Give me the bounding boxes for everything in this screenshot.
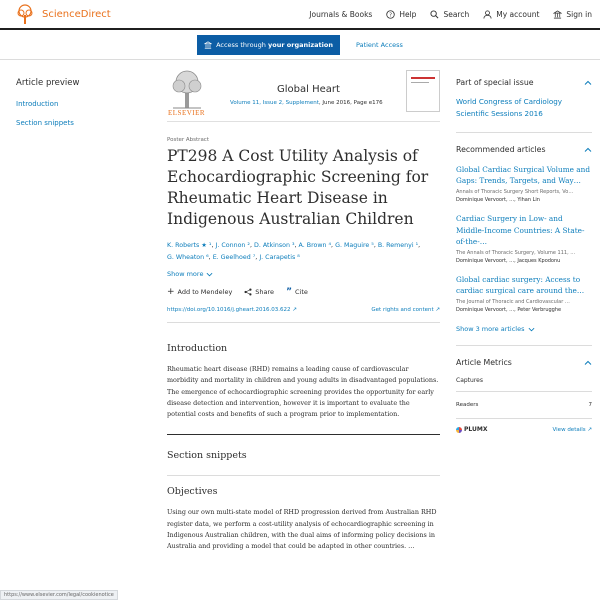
chevron-up-icon <box>584 146 592 154</box>
chevron-down-icon <box>528 326 535 333</box>
cite-button[interactable] <box>286 288 308 296</box>
search-label: Search <box>443 9 470 19</box>
elsevier-tree-icon <box>14 3 36 25</box>
readers-row <box>456 402 592 419</box>
share-button[interactable] <box>244 288 274 296</box>
institution-icon <box>553 10 562 19</box>
recommended-article-title[interactable]: Cardiac Surgery in Low- and Middle-Income Countries: A State-of-the-… <box>456 214 585 246</box>
issue-date: , June 2016, Page e176 <box>318 100 383 106</box>
journal-issue-info <box>230 100 383 106</box>
sign-in-label: Sign in <box>566 9 592 19</box>
introduction-text: Rheumatic heart disease (RHD) remains a leading cause of cardiovascular morbidity and mortality in children and young adults in disadvantaged populations. The emergence of echocardiographic screening provides the opportunity for early disease detection and intervention, however it is important to evaluate the potential costs and benefits of such a program prior to implementation. <box>167 365 439 419</box>
svg-text:?: ? <box>389 11 393 18</box>
right-sidebar <box>456 78 592 433</box>
patient-access-link[interactable]: Patient Access <box>355 40 403 49</box>
author-link[interactable]: D. Atkinson ³ <box>253 242 295 249</box>
recommended-article <box>456 274 592 313</box>
article-preview-heading: Article preview <box>16 78 80 88</box>
share-icon <box>244 288 252 296</box>
user-icon <box>483 10 492 19</box>
objectives-text: Using our own multi-state model of RHD progression derived from Australian RHD register data, we perform a cost-utility analysis of echocardiographic screening in Indigenous Australian children, with the dual aims of informing policy decisions in Australia and providing a model that could be adapted in other countries. … <box>167 508 437 551</box>
access-bold: your organization <box>268 40 333 49</box>
recommended-article-authors: Dominique Vervoort, …, Yihan Lin <box>456 197 540 204</box>
sign-in-link[interactable] <box>553 10 592 19</box>
readers-label: Readers <box>456 402 479 409</box>
mendeley-label: Add to Mendeley <box>177 288 233 296</box>
author-link[interactable]: A. Brown ⁴ <box>298 242 332 249</box>
plumx-logo <box>456 426 487 433</box>
recommended-article-source: The Annals of Thoracic Surgery, Volume 111, … <box>456 250 576 257</box>
top-header <box>0 0 600 30</box>
recommended-section <box>456 145 592 346</box>
article-actions <box>167 288 440 296</box>
sciencedirect-logo[interactable] <box>14 3 111 25</box>
issue-link[interactable]: Volume 11, Issue 2, Supplement <box>230 100 319 106</box>
article-preview-nav <box>16 78 136 138</box>
objectives-heading: Objectives <box>167 486 218 498</box>
recommended-article-authors: Dominique Vervoort, …, Jacques Kpodonu <box>456 258 561 265</box>
introduction-heading: Introduction <box>167 343 228 354</box>
elsevier-logo-text: ELSEVIER <box>168 109 206 117</box>
recommended-article <box>456 213 592 264</box>
doi-text: https://doi.org/10.1016/j.gheart.2016.03.622 <box>167 307 291 313</box>
doi-row <box>167 307 440 323</box>
author-link[interactable]: K. Roberts ★ ¹ <box>167 242 212 249</box>
journal-header <box>167 66 440 122</box>
journal-title[interactable]: Global Heart <box>277 84 340 95</box>
brand-name: ScienceDirect <box>42 8 111 20</box>
article-title: PT298 A Cost Utility Analysis of Echocardiographic Screening for Rheumatic Heart Disease in Indigenous Australian Children <box>167 147 429 228</box>
institution-icon <box>204 41 212 49</box>
plus-icon: + <box>167 287 175 297</box>
search-link[interactable] <box>430 10 469 19</box>
help-label: Help <box>399 9 417 19</box>
cite-label: Cite <box>294 288 308 296</box>
top-nav <box>309 0 592 28</box>
chevron-down-icon <box>206 271 213 278</box>
article-main <box>167 66 440 553</box>
article-metrics-heading: Article Metrics <box>456 358 512 368</box>
author-link[interactable]: G. Wheaton ⁶ <box>167 254 209 261</box>
section-divider <box>167 434 440 435</box>
recommended-article-title[interactable]: Global cardiac surgery: Access to cardiac surgical care around the… <box>456 275 585 296</box>
plumx-icon <box>456 427 462 433</box>
recommended-article <box>456 164 592 203</box>
quote-icon: ” <box>286 287 292 297</box>
recommended-article-source: Annals of Thoracic Surgery Short Reports, Vo… <box>456 189 574 196</box>
external-link-icon: ↗ <box>435 307 440 313</box>
journals-books-link[interactable] <box>309 10 372 19</box>
my-account-label: My account <box>496 9 540 19</box>
elsevier-logo[interactable] <box>167 68 207 110</box>
readers-value: 7 <box>588 402 592 409</box>
article-metrics-section <box>456 358 592 433</box>
show-more-label: Show more <box>167 270 204 278</box>
captures-label: Captures <box>456 377 592 392</box>
my-account-link[interactable] <box>483 10 539 19</box>
show-more-articles-button[interactable] <box>456 325 592 333</box>
journal-cover-thumbnail[interactable] <box>406 70 440 112</box>
chevron-up-icon <box>584 359 592 367</box>
special-issue-heading: Part of special issue <box>456 78 534 87</box>
view-details-link[interactable] <box>553 427 592 433</box>
plumx-label: PLUMX <box>464 426 488 434</box>
share-label: Share <box>255 288 275 296</box>
author-link[interactable]: G. Maguire ⁵ <box>335 242 374 249</box>
view-details-label: View details <box>552 426 586 433</box>
add-to-mendeley-button[interactable] <box>167 288 232 296</box>
article-metrics-header[interactable] <box>456 358 592 367</box>
recommended-article-authors: Dominique Vervoort, …, Peter Verbrugghe <box>456 307 562 314</box>
recommended-article-source: The Journal of Thoracic and Cardiovascular … <box>456 299 570 306</box>
author-link[interactable]: J. Connon ² <box>215 242 250 249</box>
doi-link[interactable] <box>167 307 297 313</box>
rights-text: Get rights and content <box>371 307 434 313</box>
help-link[interactable] <box>386 10 416 19</box>
special-issue-link[interactable]: World Congress of Cardiology Scientific Sessions 2016 <box>456 97 563 118</box>
special-issue-section <box>456 78 592 133</box>
special-issue-header[interactable] <box>456 78 592 87</box>
access-prefix: Access through <box>216 40 268 49</box>
plumx-row <box>456 426 592 433</box>
search-icon <box>430 10 439 19</box>
sidebar-item-introduction[interactable]: Introduction <box>16 100 59 108</box>
sidebar-item-section-snippets[interactable]: Section snippets <box>16 119 74 127</box>
status-bar-url: https://www.elsevier.com/legal/cookienotice <box>0 590 118 600</box>
recommended-article-title[interactable]: Global Cardiac Surgical Volume and Gaps: Trends, Targets, and Way… <box>456 165 590 186</box>
recommended-heading: Recommended articles <box>456 145 546 154</box>
author-link[interactable]: B. Remenyi ¹ <box>377 242 419 249</box>
external-link-icon: ↗ <box>587 426 592 433</box>
help-icon <box>386 10 395 19</box>
access-through-organization-button[interactable] <box>197 35 340 55</box>
section-snippets-heading: Section snippets <box>167 450 440 476</box>
chevron-up-icon <box>584 79 592 87</box>
journals-books-label: Journals & Books <box>309 9 373 19</box>
show-more-authors-button[interactable] <box>167 270 440 278</box>
author-list: K. Roberts ★ ¹, J. Connon ², D. Atkinson ³, A. Brown ⁴, G. Maguire ⁵, B. Remenyi ¹, G. Wheaton ⁶, E. Geelhoed ⁷, J. Carapetis ⁸ <box>167 242 421 261</box>
show-more-articles-label: Show 3 more articles <box>456 325 525 334</box>
external-link-icon: ↗ <box>292 307 297 313</box>
author-link[interactable]: J. Carapetis ⁸ <box>259 254 300 261</box>
rights-link[interactable] <box>371 307 440 313</box>
article-type: Poster Abstract <box>167 137 209 143</box>
author-link[interactable]: E. Geelhoed ⁷ <box>212 254 256 261</box>
recommended-header[interactable] <box>456 145 592 154</box>
access-bar <box>0 30 600 60</box>
